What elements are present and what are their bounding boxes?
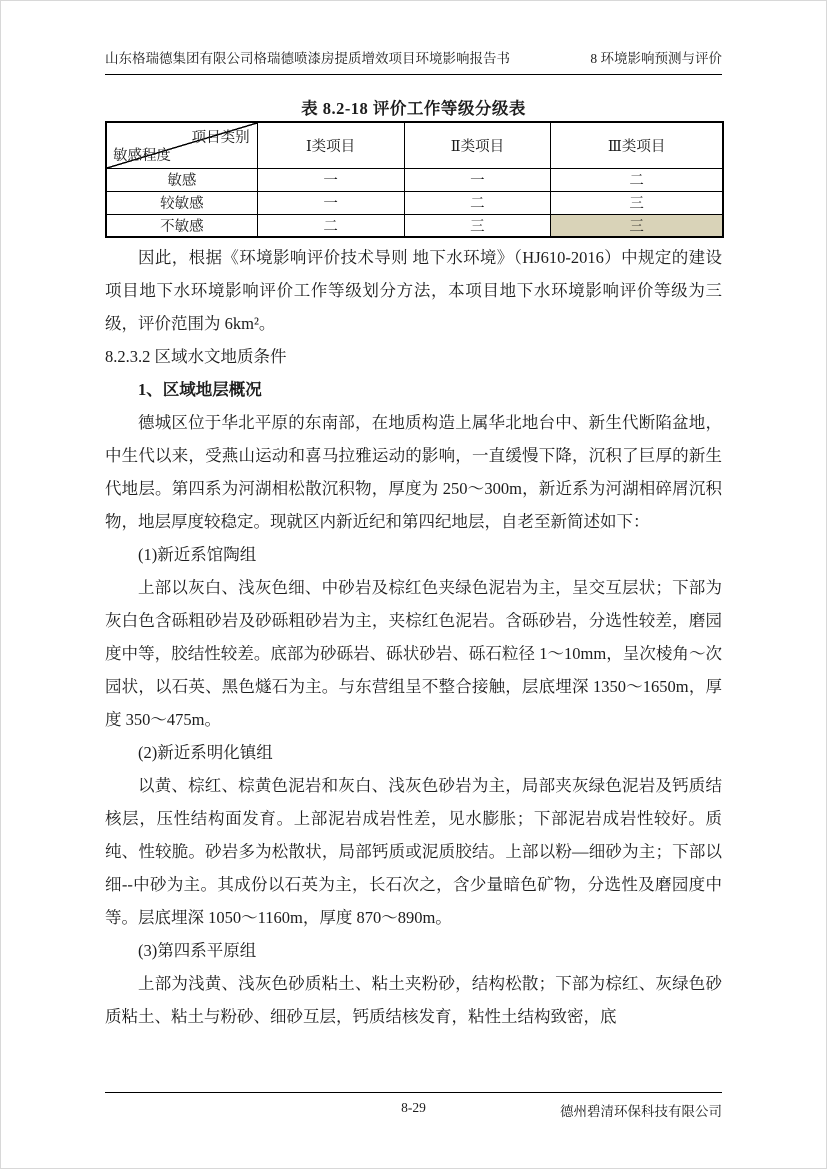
table-header-row — [106, 122, 723, 168]
row-label: 不敏感 — [106, 214, 257, 237]
page-number: 8-29 — [401, 1100, 426, 1115]
footer-company: 德州碧清环保科技有限公司 — [560, 1104, 723, 1119]
table-cell: 一 — [257, 168, 404, 191]
item2-text: 以黄、棕红、棕黄色泥岩和灰白、浅灰色砂岩为主，局部夹灰绿色泥岩及钙质结核层，压性结构面发育。上部泥岩成岩性差，见水膨胀；下部泥岩成岩性较好。质纯、性较脆。砂岩多为松散状，局部钙质或泥质胶结。上部以粉—细砂为主；下部以细--中砂为主。其成份以石英为主，长石次之，含少量暗色矿物，分选性及磨园度中等。层底埋深 1050～1160m，厚度 870～890m。 — [105, 776, 722, 927]
item1-title: (1)新近系馆陶组 — [138, 545, 257, 564]
paragraph-conclusion: 因此，根据《环境影响评价技术导则 地下水环境》（HJ610-2016）中规定的建设项目地下水环境影响评价工作等级划分方法，本项目地下水环境影响评价等级为三级，评价范围为 6km²。 — [105, 248, 722, 333]
diagonal-corner-cell — [106, 122, 257, 168]
column-header-class3: Ⅲ类项目 — [551, 122, 723, 168]
section-heading: 8.2.3.2 区域水文地质条件 — [105, 347, 287, 366]
column-header-class1: Ⅰ类项目 — [257, 122, 404, 168]
table-cell: 二 — [257, 214, 404, 237]
row-label: 敏感 — [106, 168, 257, 191]
paragraph-region-overview: 德城区位于华北平原的东南部，在地质构造上属华北地台中、新生代断陷盆地，中生代以来，受燕山运动和喜马拉雅运动的影响，一直缓慢下降，沉积了巨厚的新生代地层。第四系为河湖相松散沉积物，厚度为 250～300m，新近系为河湖相碎屑沉积物，地层厚度较稳定。现就区内新近纪和第四纪地层，自老至新简述如下： — [105, 413, 722, 531]
table-cell: 二 — [404, 191, 551, 214]
page-header — [105, 47, 722, 75]
table-cell: 三 — [404, 214, 551, 237]
subsection-heading: 1、区域地层概况 — [138, 380, 262, 399]
header-left-title: 山东格瑞德集团有限公司格瑞德喷漆房提质增效项目环境影响报告书 — [105, 51, 510, 66]
header-chapter: 8 环境影响预测与评价 — [590, 51, 722, 66]
item3-text: 上部为浅黄、浅灰色砂质粘土、粘土夹粉砂，结构松散；下部为棕红、灰绿色砂质粘土、粘土与粉砂、细砂互层，钙质结核发育，粘性土结构致密，底 — [105, 974, 722, 1026]
table-cell: 三 — [551, 191, 723, 214]
highlighted-cell: 三 — [551, 214, 723, 237]
rating-table — [105, 121, 724, 238]
body-text — [105, 241, 722, 1033]
column-header-class2: Ⅱ类项目 — [404, 122, 551, 168]
corner-label-sensitivity: 敏感程度 — [113, 147, 171, 164]
row-label: 较敏感 — [106, 191, 257, 214]
table-cell: 二 — [551, 168, 723, 191]
table-row — [106, 214, 723, 237]
table-row — [106, 191, 723, 214]
page-footer — [105, 1092, 722, 1120]
table-title: 表 8.2-18 评价工作等级分级表 — [301, 99, 526, 118]
item2-title: (2)新近系明化镇组 — [138, 743, 273, 762]
table-cell: 一 — [404, 168, 551, 191]
table-cell: 一 — [257, 191, 404, 214]
item3-title: (3)第四系平原组 — [138, 941, 257, 960]
item1-text: 上部以灰白、浅灰色细、中砂岩及棕红色夹绿色泥岩为主，呈交互层状；下部为灰白色含砾粗砂岩及砂砾粗砂岩为主，夹棕红色泥岩。含砾砂岩，分选性较差，磨园度中等，胶结性较差。底部为砂砾岩、砾状砂岩、砾石粒径 1～10mm，呈次棱角～次园状，以石英、黑色燧石为主。与东营组呈不整合接触，层底埋深 1350～1650m，厚度 350～475m。 — [105, 578, 722, 729]
table-row — [106, 168, 723, 191]
corner-label-category: 项目类别 — [191, 130, 250, 146]
